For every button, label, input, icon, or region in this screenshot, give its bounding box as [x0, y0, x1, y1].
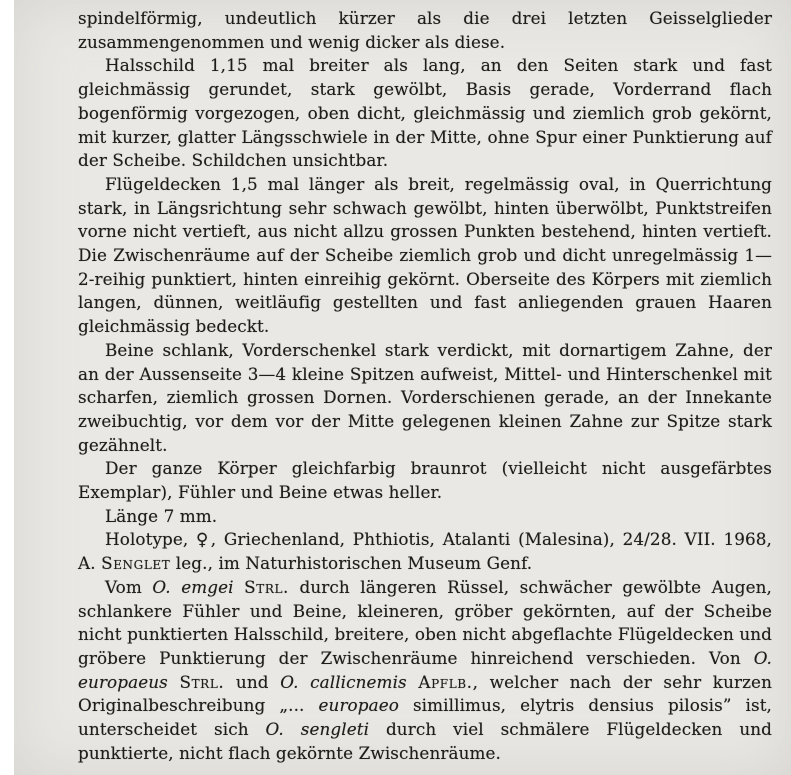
text-run: Holotype, ♀, Griechenland, Phthiotis, Atalanti (Malesina), 24/28. VII. 1968, A.	[78, 529, 772, 574]
text-run: Der ganze Körper gleichfarbig braunrot (vielleicht nicht ausgefärbtes Exemplar), Fühler und Beine etwas heller.	[78, 458, 772, 503]
text-run: Flügeldecken 1,5 mal länger als breit, regelmässig oval, in Querrichtung stark, in Längsrichtung sehr schwach gewölbt, hinten überwölbt, Punktstreifen vorne nicht vertieft, aus nicht allzu grossen Punkten bestehend, hinten vertieft. Die Zwischenräume auf der Scheibe ziemlich grob und dicht unregelmässig 1—2-reihig punktiert, hinten einreihig gekörnt. Oberseite des Körpers mit ziemlich langen, dünnen, weitläufig gestellten und fast anliegenden grauen Haaren gleichmässig bedeckt.	[78, 173, 772, 337]
text-run: Strl.	[244, 576, 289, 597]
text-run: Vom	[105, 576, 153, 597]
text-run	[407, 672, 419, 692]
text-run: durch viel schmälere Flügeldecken und punktierte, nicht flach gekörnte Zwischenräume.	[78, 719, 772, 763]
text-run: spindelförmig, undeutlich kürzer als die drei letzten Geisselglieder zusammengenommen und wenig dicker als diese.	[78, 8, 772, 52]
page-text-block	[78, 7, 772, 766]
paragraph-holotype	[78, 528, 772, 575]
paragraph-continuation	[78, 7, 772, 54]
text-run: Halsschild 1,15 mal breiter als lang, an den Seiten stark und fast gleichmässig gerundet, stark gewölbt, Basis gerade, Vorderrand flach bogenförmig vorgezogen, oben dicht, gleichmässig und ziemlich grob gekörnt, mit kurzer, glatter Längsschwiele in der Mitte, ohne Spur einer Punktierung auf der Scheibe. Schildchen unsichtbar.	[78, 55, 772, 171]
text-run: Beine schlank, Vorderschenkel stark verdickt, mit dornartigem Zahne, der an der Aussenseite 3—4 kleine Spitzen aufweist, Mittel- und Hinterschenkel mit scharfen, ziemlich grossen Dornen. Vorderschienen gerade, an der Innekante zweibuchtig, vor dem vor der Mitte gelegenen kleinen Zahne zur Spitze stark gezähnelt.	[78, 339, 772, 455]
paragraph-laenge	[78, 505, 772, 529]
text-run: O. emgei	[152, 576, 234, 597]
text-run: und	[224, 671, 281, 692]
text-run: Länge 7 mm.	[105, 505, 218, 526]
text-run: europaeo	[318, 695, 399, 716]
paragraph-beine	[78, 339, 772, 458]
paragraph-halsschild	[78, 54, 772, 173]
text-run: , welcher nach der sehr kurzen Originalbeschreibung „...	[78, 671, 772, 716]
text-run: O. callicnemis	[280, 671, 407, 692]
scanned-document-page	[14, 0, 791, 775]
paragraph-fluegeldecken	[78, 173, 772, 339]
text-run: leg., im Naturhistorischen Museum Genf.	[170, 553, 533, 574]
text-run: Strl.	[179, 671, 225, 692]
text-run: O. europaeus	[78, 647, 772, 692]
text-run: Apflb.	[418, 671, 473, 692]
text-run	[168, 672, 180, 692]
page-left-edge-strip	[0, 0, 14, 775]
paragraph-differentialdiagnose	[78, 576, 772, 766]
text-run: simillimus, elytris densius pilosis” ist, unterscheidet sich	[78, 695, 772, 740]
text-run	[234, 577, 245, 597]
text-run: Senglet	[101, 553, 171, 574]
text-run: O. sengleti	[265, 719, 370, 740]
text-run: durch längeren Rüssel, schwächer gewölbte Augen, schlankere Fühler und Beine, kleineren, gröber gekörnten, auf der Scheibe nicht punktierten Halsschild, breitere, oben nicht abgeflachte Flügeldecken und gröbere Punktierung der Zwischenräume hinreichend verschieden. Von	[78, 576, 772, 668]
paragraph-faerbung	[78, 457, 772, 504]
